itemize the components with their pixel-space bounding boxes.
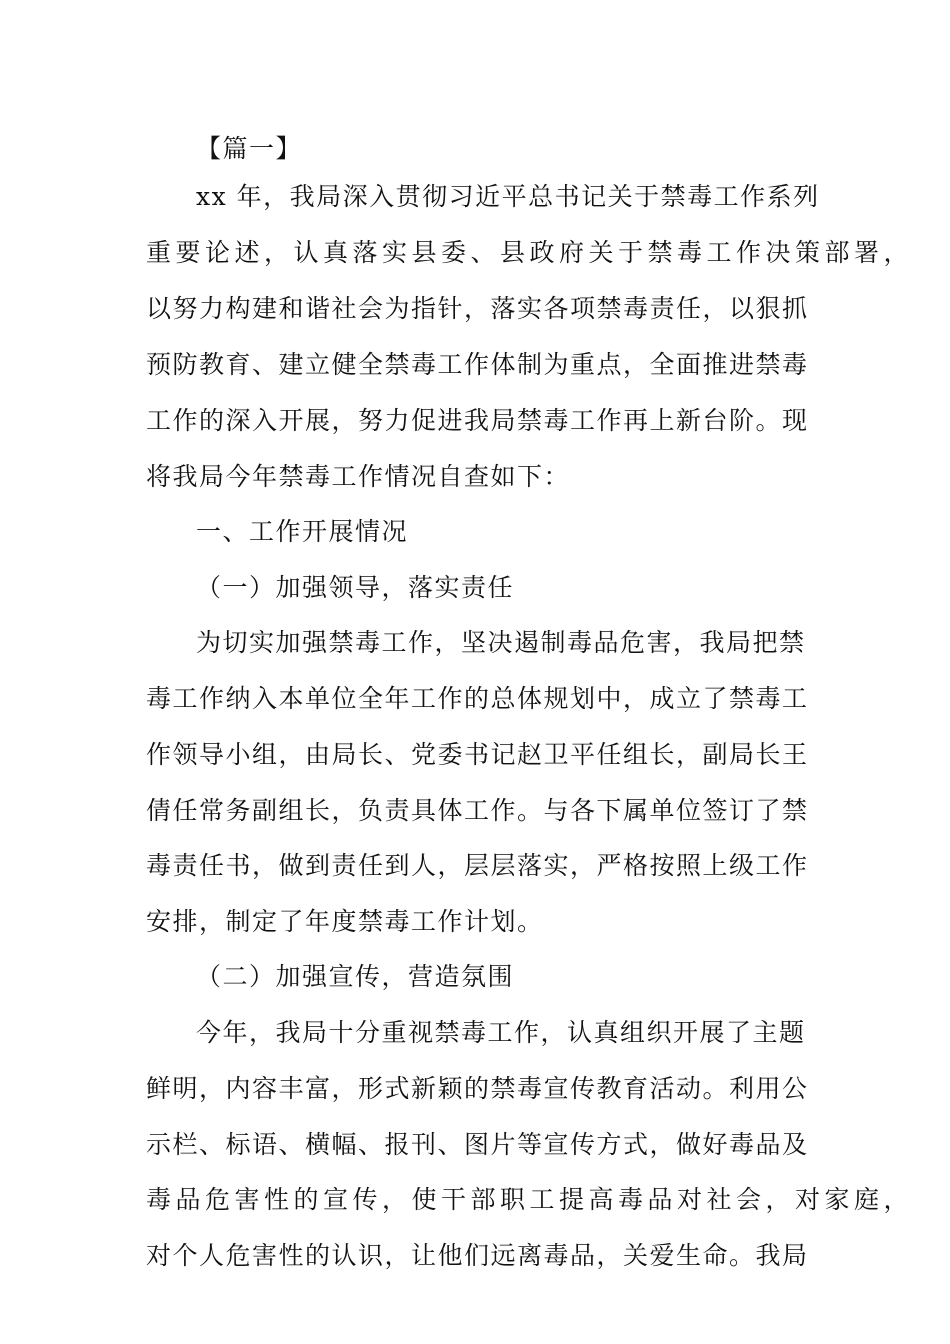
paragraph-line: 预防教育、建立健全禁毒工作体制为重点，全面推进禁毒 (146, 350, 809, 379)
paragraph-line: 工作的深入开展，努力促进我局禁毒工作再上新台阶。现 (146, 406, 809, 435)
heading-work-status: 一、工作开展情况 (196, 517, 409, 546)
paragraph-line: 对个人危害性的认识，让他们远离毒品，关爱生命。我局 (146, 1241, 809, 1270)
paragraph-line: 作领导小组，由局长、党委书记赵卫平任组长，副局长王 (146, 740, 809, 769)
subheading-publicity: （二）加强宣传，营造氛围 (196, 962, 515, 991)
paragraph-line: 安排，制定了年度禁毒工作计划。 (146, 907, 544, 936)
paragraph-line: 以努力构建和谐社会为指针，落实各项禁毒责任，以狠抓 (146, 294, 809, 323)
section-label: 【篇一】 (196, 134, 303, 163)
paragraph-line: 将我局今年禁毒工作情况自查如下： (146, 462, 571, 491)
paragraph-line: 倩任常务副组长，负责具体工作。与各下属单位签订了禁 (146, 796, 809, 825)
paragraph-line: 鲜明，内容丰富，形式新颖的禁毒宣传教育活动。利用公 (146, 1074, 809, 1103)
subheading-leadership: （一）加强领导，落实责任 (196, 573, 515, 602)
paragraph-line: 为切实加强禁毒工作，坚决遏制毒品危害，我局把禁 (196, 628, 806, 657)
paragraph-line: 示栏、标语、横幅、报刊、图片等宣传方式，做好毒品及 (146, 1130, 809, 1159)
paragraph-line: 毒工作纳入本单位全年工作的总体规划中，成立了禁毒工 (146, 684, 809, 713)
paragraph-line: 毒责任书，做到责任到人，层层落实，严格按照上级工作 (146, 851, 809, 880)
paragraph-line: 毒品危害性的宣传，使干部职工提高毒品对社会，对家庭， (146, 1185, 914, 1214)
paragraph-line: 重要论述，认真落实县委、县政府关于禁毒工作决策部署， (146, 238, 914, 267)
paragraph-line: xx 年，我局深入贯彻习近平总书记关于禁毒工作系列 (196, 182, 820, 211)
paragraph-line: 今年，我局十分重视禁毒工作，认真组织开展了主题 (196, 1018, 806, 1047)
